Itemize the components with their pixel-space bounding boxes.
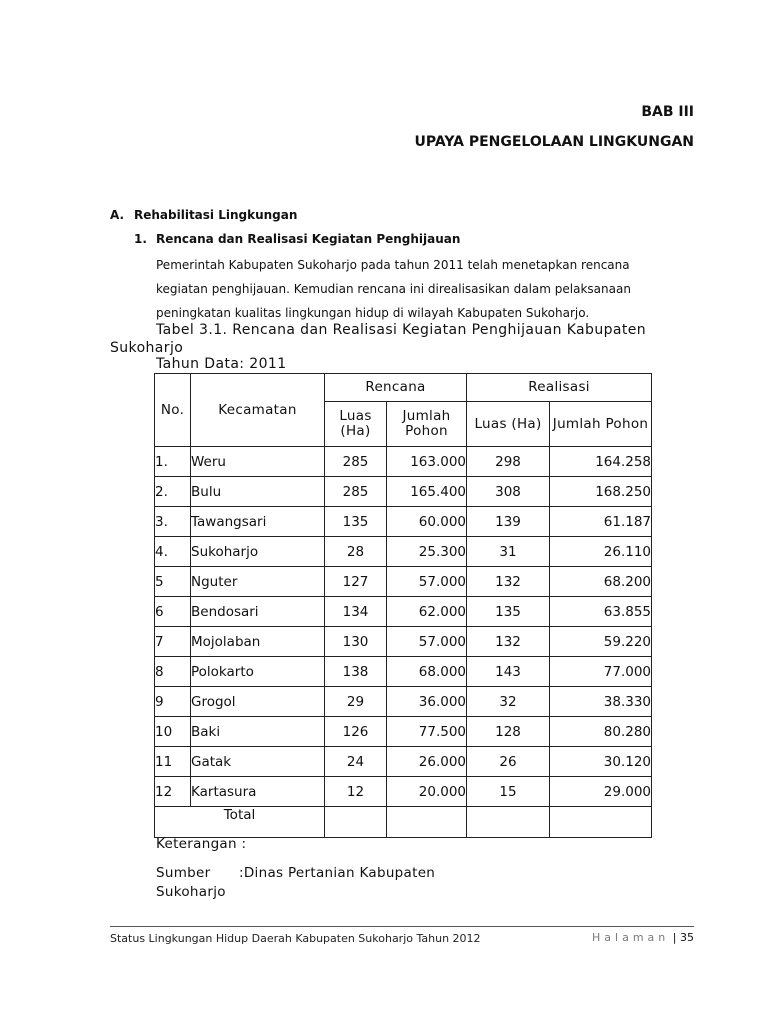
cell-kecamatan: Nguter [191, 567, 325, 597]
cell-luas-realisasi: 15 [467, 777, 550, 807]
cell-pohon-rencana: 36.000 [387, 687, 467, 717]
cell-pohon-realisasi: 77.000 [550, 657, 652, 687]
cell-luas-rencana: 28 [325, 537, 387, 567]
cell-luas-realisasi: 135 [467, 597, 550, 627]
total-luas-rencana [325, 807, 387, 838]
cell-kecamatan: Weru [191, 447, 325, 477]
subsection-heading [134, 232, 460, 246]
cell-pohon-realisasi: 29.000 [550, 777, 652, 807]
cell-kecamatan: Kartasura [191, 777, 325, 807]
source-value: :Dinas Pertanian Kabupaten [239, 865, 436, 881]
cell-no: 5 [155, 567, 191, 597]
cell-luas-rencana: 29 [325, 687, 387, 717]
cell-luas-rencana: 127 [325, 567, 387, 597]
table-row [155, 447, 652, 477]
total-label: Total [155, 807, 325, 838]
cell-kecamatan: Mojolaban [191, 627, 325, 657]
table-row [155, 627, 652, 657]
cell-luas-rencana: 24 [325, 747, 387, 777]
cell-kecamatan: Bendosari [191, 597, 325, 627]
chapter-title: UPAYA PENGELOLAAN LINGKUNGAN [414, 134, 694, 150]
footer-title: Status Lingkungan Hidup Daerah Kabupaten Sukoharjo Tahun 2012 [110, 932, 481, 945]
total-luas-realisasi [467, 807, 550, 838]
table-row [155, 747, 652, 777]
table-row [155, 537, 652, 567]
header-kecamatan: Kecamatan [191, 374, 325, 447]
header-realisasi: Realisasi [467, 374, 652, 402]
section-heading [110, 208, 297, 222]
cell-no: 8 [155, 657, 191, 687]
table-row [155, 567, 652, 597]
cell-luas-realisasi: 26 [467, 747, 550, 777]
cell-luas-realisasi: 132 [467, 627, 550, 657]
cell-luas-rencana: 134 [325, 597, 387, 627]
table-row [155, 687, 652, 717]
greening-table [154, 373, 652, 838]
cell-kecamatan: Gatak [191, 747, 325, 777]
paragraph-line: Pemerintah Kabupaten Sukoharjo pada tahun 2011 telah menetapkan rencana [156, 258, 630, 272]
total-pohon-rencana [387, 807, 467, 838]
table-row [155, 777, 652, 807]
section-title: Rehabilitasi Lingkungan [134, 208, 298, 222]
page-number: 35 [680, 931, 694, 944]
cell-luas-rencana: 130 [325, 627, 387, 657]
cell-pohon-rencana: 163.000 [387, 447, 467, 477]
cell-kecamatan: Sukoharjo [191, 537, 325, 567]
cell-pohon-rencana: 25.300 [387, 537, 467, 567]
cell-kecamatan: Tawangsari [191, 507, 325, 537]
cell-luas-rencana: 285 [325, 477, 387, 507]
footer-page [592, 931, 694, 944]
cell-no: 12 [155, 777, 191, 807]
cell-luas-realisasi: 31 [467, 537, 550, 567]
cell-pohon-realisasi: 59.220 [550, 627, 652, 657]
section-number: A. [110, 208, 125, 222]
cell-pohon-realisasi: 61.187 [550, 507, 652, 537]
cell-no: 11 [155, 747, 191, 777]
cell-luas-realisasi: 128 [467, 717, 550, 747]
source-value-continued: Sukoharjo [156, 884, 226, 900]
table-caption-continued: Sukoharjo [110, 340, 184, 356]
header-no: No. [155, 374, 191, 447]
cell-luas-realisasi: 139 [467, 507, 550, 537]
cell-luas-realisasi: 132 [467, 567, 550, 597]
halaman-label: Halaman [592, 931, 670, 944]
cell-luas-realisasi: 298 [467, 447, 550, 477]
cell-pohon-rencana: 26.000 [387, 747, 467, 777]
cell-luas-realisasi: 32 [467, 687, 550, 717]
cell-pohon-realisasi: 38.330 [550, 687, 652, 717]
cell-no: 2. [155, 477, 191, 507]
header-pohon-realisasi: Jumlah Pohon [550, 402, 652, 447]
cell-no: 3. [155, 507, 191, 537]
table-row [155, 597, 652, 627]
table-row [155, 717, 652, 747]
cell-pohon-rencana: 20.000 [387, 777, 467, 807]
cell-luas-rencana: 126 [325, 717, 387, 747]
cell-luas-rencana: 135 [325, 507, 387, 537]
header-pohon-rencana: Jumlah Pohon [387, 402, 467, 447]
paragraph-line: peningkatan kualitas lingkungan hidup di wilayah Kabupaten Sukoharjo. [156, 306, 590, 320]
table-row [155, 477, 652, 507]
cell-kecamatan: Polokarto [191, 657, 325, 687]
footer-divider [110, 926, 694, 927]
cell-pohon-rencana: 60.000 [387, 507, 467, 537]
source-label: Sumber [156, 865, 211, 881]
cell-pohon-rencana: 68.000 [387, 657, 467, 687]
cell-no: 4. [155, 537, 191, 567]
total-row [155, 807, 652, 838]
paragraph-line: kegiatan penghijauan. Kemudian rencana ini direalisasikan dalam pelaksanaan [156, 282, 631, 296]
cell-no: 9 [155, 687, 191, 717]
cell-pohon-realisasi: 168.250 [550, 477, 652, 507]
body-paragraph [156, 253, 696, 325]
cell-kecamatan: Grogol [191, 687, 325, 717]
cell-kecamatan: Baki [191, 717, 325, 747]
header-luas-rencana: Luas (Ha) [325, 402, 387, 447]
subsection-number: 1. [134, 232, 147, 246]
cell-pohon-realisasi: 63.855 [550, 597, 652, 627]
footer-separator: | [672, 931, 677, 944]
cell-pohon-realisasi: 26.110 [550, 537, 652, 567]
table-row [155, 507, 652, 537]
cell-pohon-realisasi: 80.280 [550, 717, 652, 747]
keterangan-label: Keterangan : [156, 836, 247, 852]
cell-no: 10 [155, 717, 191, 747]
cell-kecamatan: Bulu [191, 477, 325, 507]
cell-pohon-realisasi: 68.200 [550, 567, 652, 597]
cell-pohon-rencana: 165.400 [387, 477, 467, 507]
header-luas-realisasi: Luas (Ha) [467, 402, 550, 447]
cell-luas-rencana: 12 [325, 777, 387, 807]
cell-pohon-rencana: 57.000 [387, 627, 467, 657]
header-rencana: Rencana [325, 374, 467, 402]
cell-luas-realisasi: 143 [467, 657, 550, 687]
table-caption: Tabel 3.1. Rencana dan Realisasi Kegiatan Penghijauan Kabupaten [156, 322, 647, 338]
table-row [155, 657, 652, 687]
cell-no: 6 [155, 597, 191, 627]
cell-pohon-rencana: 77.500 [387, 717, 467, 747]
cell-pohon-realisasi: 164.258 [550, 447, 652, 477]
chapter-label: BAB III [641, 104, 694, 120]
cell-no: 7 [155, 627, 191, 657]
cell-luas-rencana: 285 [325, 447, 387, 477]
table-year: Tahun Data: 2011 [156, 356, 287, 372]
cell-luas-realisasi: 308 [467, 477, 550, 507]
cell-no: 1. [155, 447, 191, 477]
total-pohon-realisasi [550, 807, 652, 838]
subsection-title: Rencana dan Realisasi Kegiatan Penghijauan [156, 232, 461, 246]
cell-luas-rencana: 138 [325, 657, 387, 687]
source-line [156, 865, 435, 881]
cell-pohon-rencana: 62.000 [387, 597, 467, 627]
cell-pohon-rencana: 57.000 [387, 567, 467, 597]
cell-pohon-realisasi: 30.120 [550, 747, 652, 777]
